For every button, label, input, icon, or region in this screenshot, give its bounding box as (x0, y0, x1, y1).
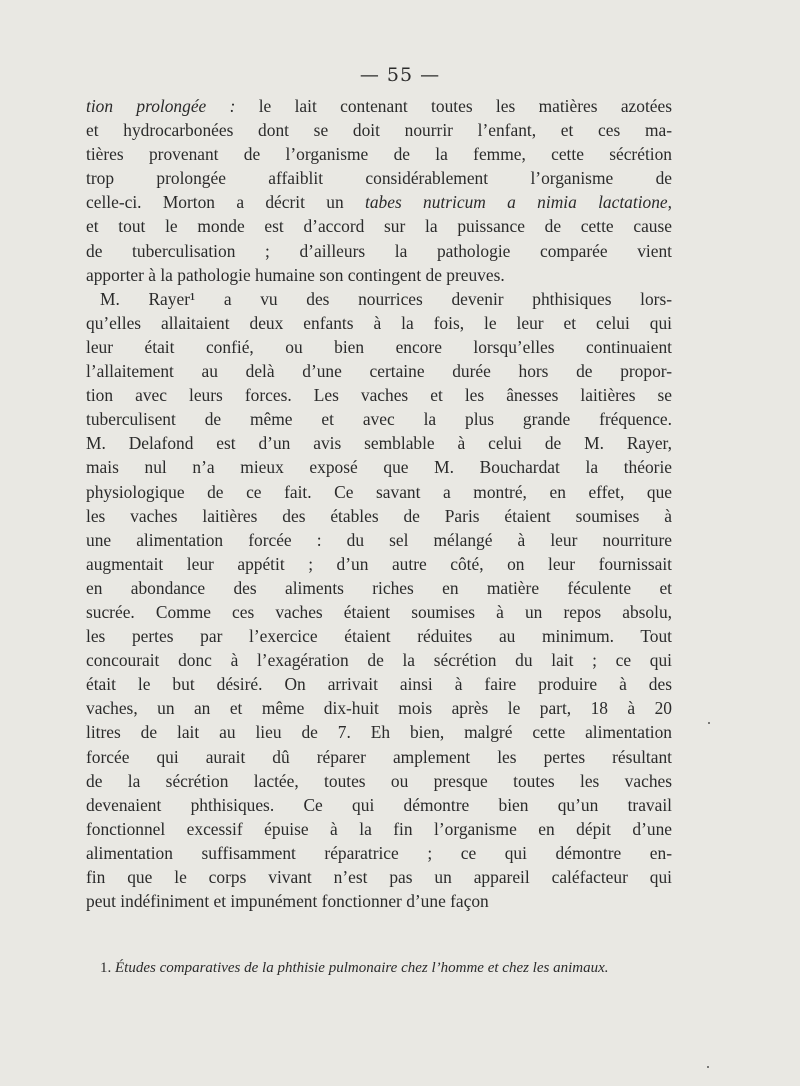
text-line: apporter à la pathologie humaine son contingent de preuves. (86, 264, 505, 285)
text-line: les pertes par l’exercice étaient réduites au minimum. Tout (86, 626, 672, 647)
text-line: en abondance des aliments riches en matière féculente et (86, 577, 672, 598)
footnote-text: Études comparatives de la phthisie pulmonaire chez l’homme et chez les animaux. (115, 960, 609, 976)
text-line: une alimentation forcée : du sel mélangé à leur nourriture (86, 529, 672, 550)
text-line: qu’elles allaitaient deux enfants à la fois, le leur et celui qui (86, 312, 672, 333)
page-number: — 55 — (359, 64, 441, 86)
text-line: fonctionnel excessif épuise à la fin l’organisme en dépit d’une (86, 818, 672, 839)
text-line: devenaient phthisiques. Ce qui démontre bien qu’un travail (86, 794, 672, 815)
text-line: alimentation suffisamment réparatrice ; ce qui démontre en- (86, 842, 672, 863)
text-line: tion prolongée : le lait contenant toutes les matières azotées (86, 96, 672, 116)
text-line: tières provenant de l’organisme de la femme, cette sécrétion (86, 144, 672, 165)
paper-speck (707, 1066, 709, 1068)
text-line: tuberculisent de même et avec la plus grande fréquence. (86, 409, 672, 430)
text-line: tion avec leurs forces. Les vaches et les ânesses laitières se (86, 385, 672, 406)
text-line: de la sécrétion lactée, toutes ou presque toutes les vaches (86, 770, 672, 791)
text-line: et tout le monde est d’accord sur la puissance de cette cause (86, 216, 672, 237)
text-line: était le but désiré. On arrivait ainsi à faire produire à des (86, 674, 672, 695)
text-line: sucrée. Comme ces vaches étaient soumises à un repos absolu, (86, 601, 672, 622)
text-line: M. Rayer¹ a vu des nourrices devenir phthisiques lors- (100, 288, 672, 309)
footnote-marker: 1. (100, 960, 112, 976)
text-line: augmentait leur appétit ; d’un autre côté, on leur fournissait (86, 553, 672, 574)
footnote (86, 958, 672, 978)
text-line: les vaches laitières des étables de Paris étaient soumises à (86, 505, 672, 526)
text-line: forcée qui aurait dû réparer amplement les pertes résultant (86, 746, 672, 767)
text-line: litres de lait au lieu de 7. Eh bien, malgré cette alimentation (86, 722, 672, 743)
text-line: leur était confié, ou bien encore lorsqu’elles continuaient (86, 336, 672, 357)
footnote-line (86, 958, 672, 978)
body-text (86, 94, 672, 913)
text-line: de tuberculisation ; d’ailleurs la pathologie comparée vient (86, 240, 672, 261)
text-line: mais nul n’a mieux exposé que M. Bouchardat la théorie (86, 457, 672, 478)
text-line: trop prolongée affaiblit considérablement l’organisme de (86, 168, 672, 189)
text-line: physiologique de ce fait. Ce savant a montré, en effet, que (86, 481, 672, 502)
text-line: fin que le corps vivant n’est pas un appareil caléfacteur qui (86, 867, 672, 887)
text-line: peut indéfiniment et impunément fonctionner d’une façon (86, 891, 489, 912)
text-line: concourait donc à l’exagération de la sécrétion du lait ; ce qui (86, 650, 672, 671)
text-line: et hydrocarbonées dont se doit nourrir l’enfant, et ces ma- (86, 120, 672, 141)
text-line: vaches, un an et même dix-huit mois après le part, 18 à 20 (86, 698, 672, 719)
text-line: M. Delafond est d’un avis semblable à celui de M. Rayer, (86, 433, 672, 454)
text-line: l’allaitement au delà d’une certaine durée hors de propor- (86, 361, 672, 382)
paper-speck (708, 722, 710, 724)
text-line: celle-ci. Morton a décrit un tabes nutricum a nimia lactatione, (86, 192, 672, 213)
